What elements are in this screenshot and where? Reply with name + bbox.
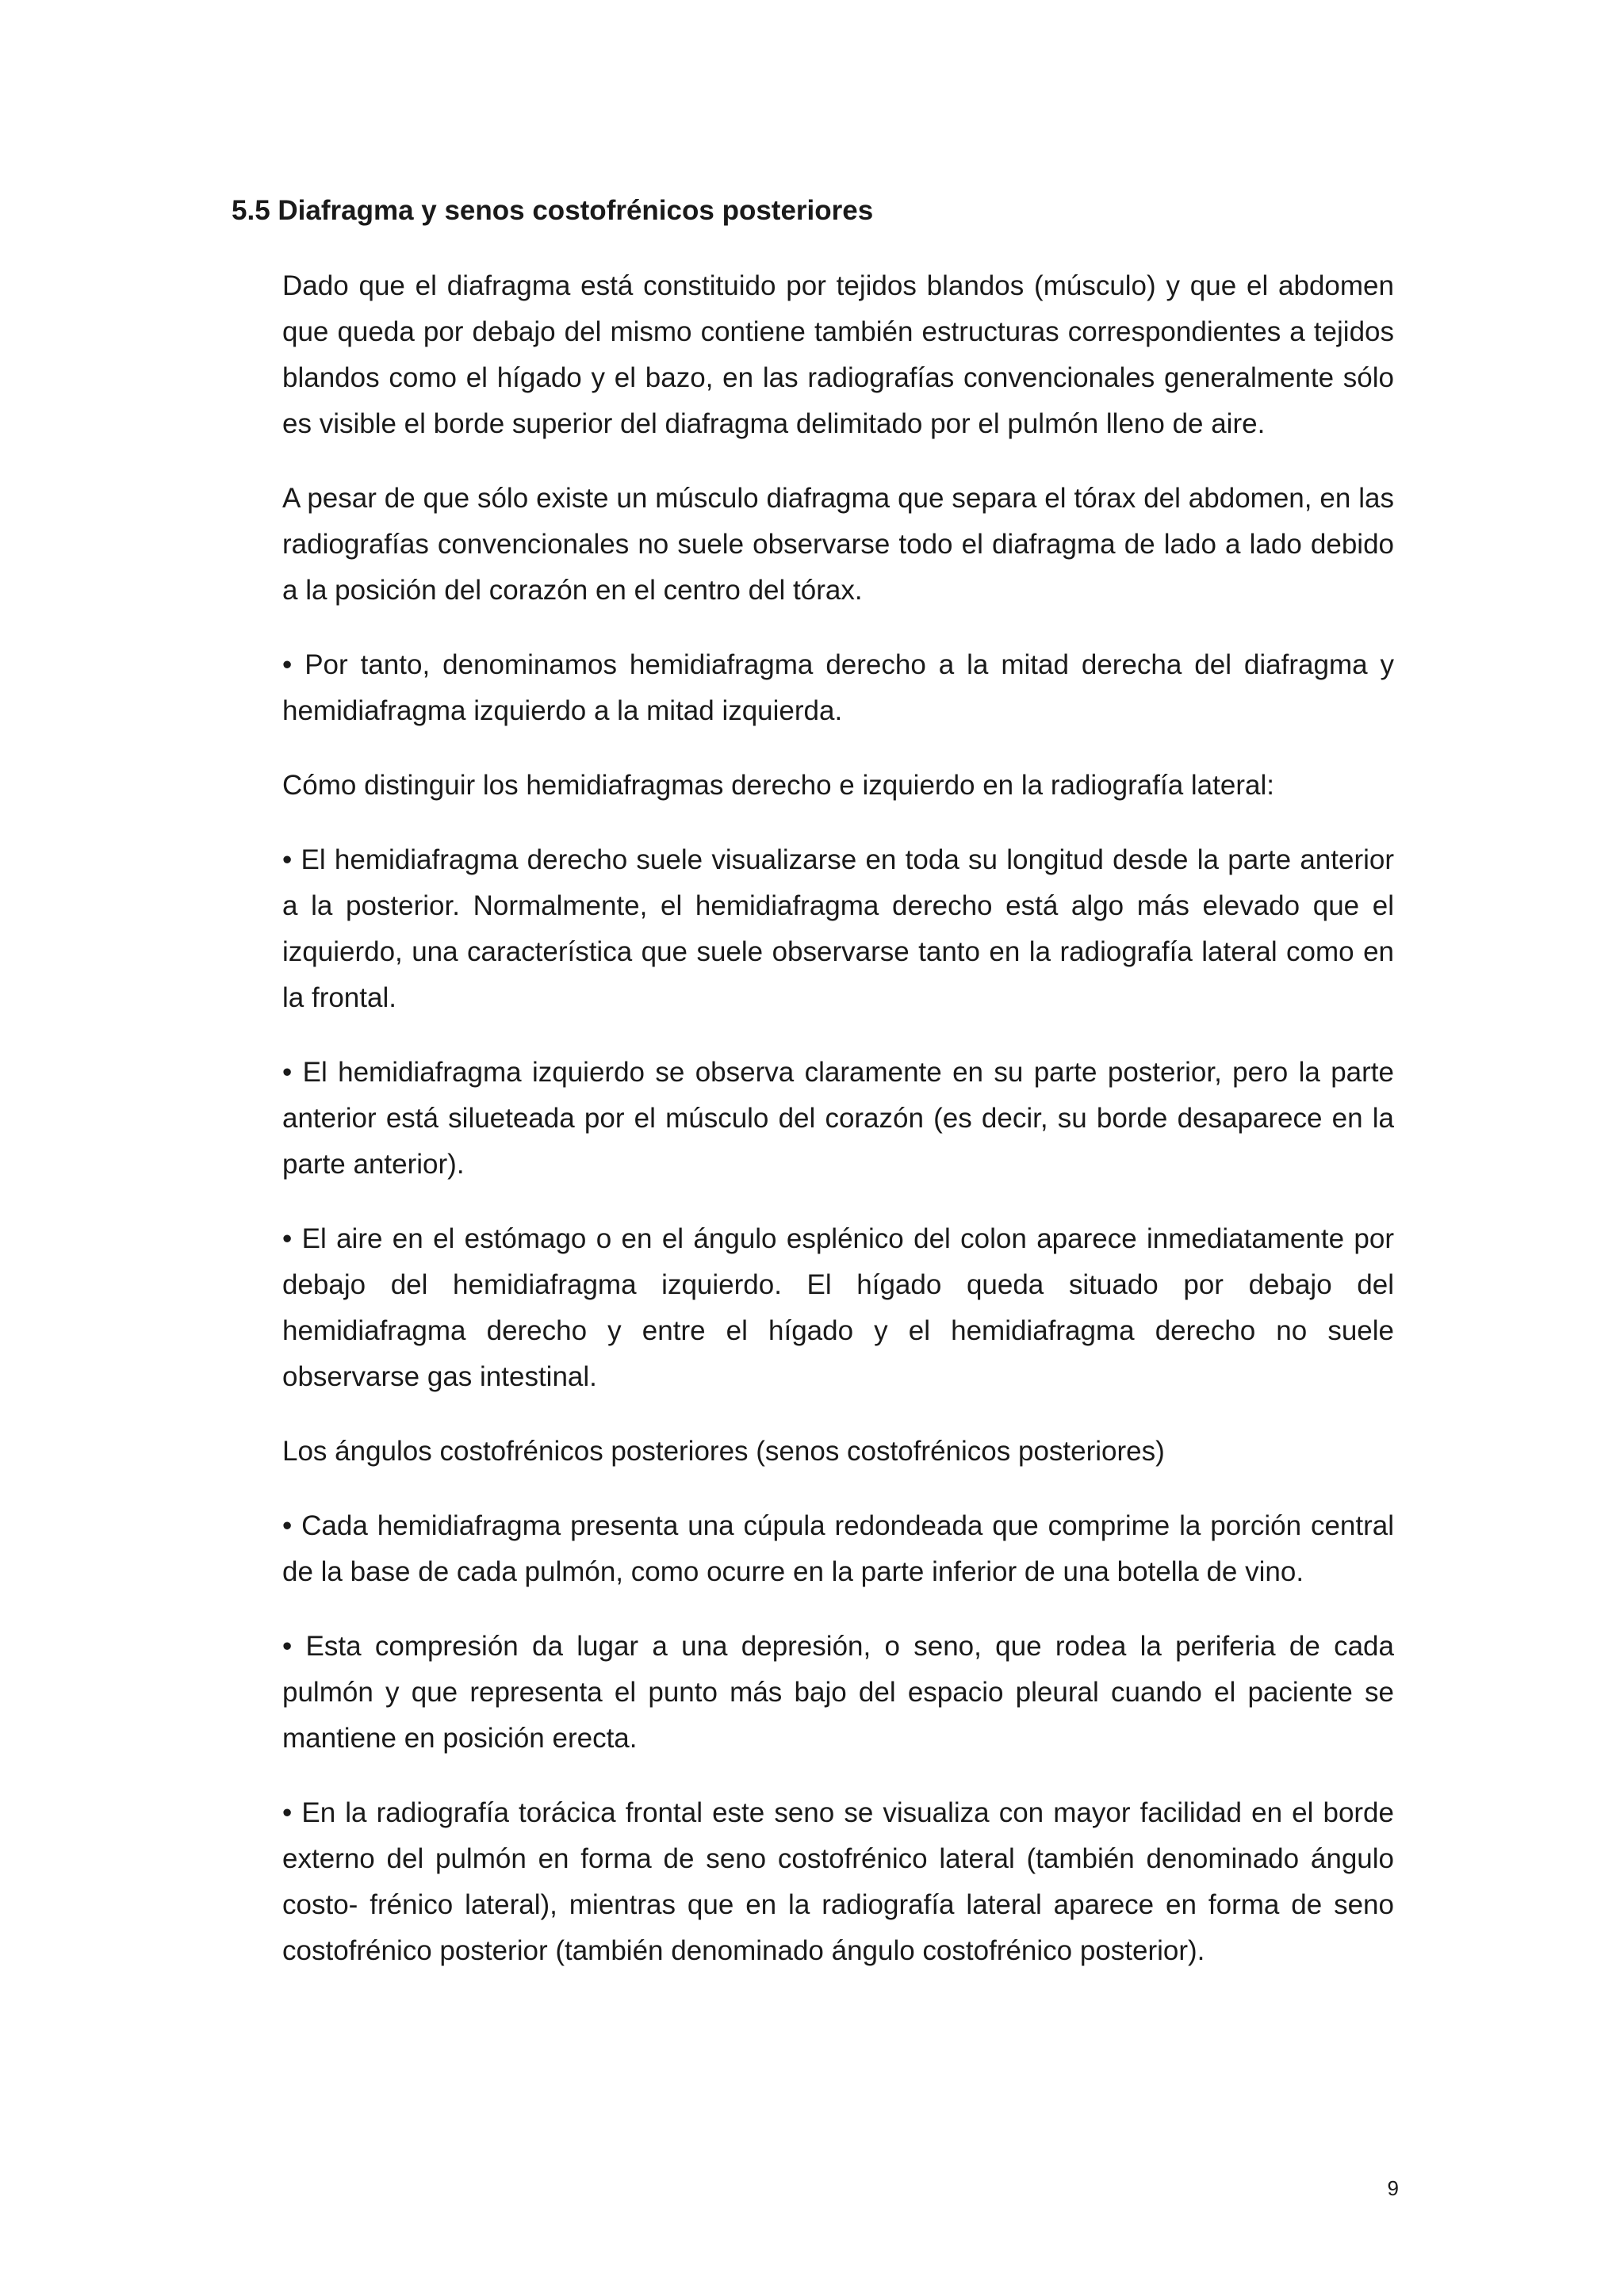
bullet-stomach-air: • El aire en el estómago o en el ángulo esplénico del colon aparece inmediatamente por debajo del hemidiafragma izquierdo. El hígado queda situado por debajo del hemidiafragma derecho y entre el hígado y el hemidiafragma derecho no suele observarse gas intestinal. [282,1223,1394,1392]
bullet-frontal-lateral-sinus: • En la radiografía torácica frontal este seno se visualiza con mayor facilidad en el borde externo del pulmón en forma de seno costofrénico lateral (también denominado ángulo costo- frénico lateral), mientras que en la radiografía lateral aparece en forma de seno costofrénico posterior (también denominado ángulo costofrénico posterior). [282,1797,1394,1966]
bullet-hemidiaphragm-definition: • Por tanto, denominamos hemidiafragma derecho a la mitad derecha del diafragma y hemidiafragma izquierdo a la mitad izquierda. [282,649,1394,726]
paragraph-single-muscle: A pesar de que sólo existe un músculo diafragma que separa el tórax del abdomen, en las radiografías convencionales no suele observarse todo el diafragma de lado a lado debido a la posición del corazón en el centro del tórax. [282,483,1394,606]
bullet-sinus-depression: • Esta compresión da lugar a una depresión, o seno, que rodea la periferia de cada pulmón y que representa el punto más bajo del espacio pleural cuando el paciente se mantiene en posición erecta. [282,1631,1394,1754]
section-body [282,263,1394,2003]
bullet-dome-compression: • Cada hemidiafragma presenta una cúpula redondeada que comprime la porción central de la base de cada pulmón, como ocurre en la parte inferior de una botella de vino. [282,1510,1394,1587]
paragraph-distinguish-lateral: Cómo distinguir los hemidiafragmas derecho e izquierdo en la radiografía lateral: [282,770,1274,801]
page-number: 9 [1387,2176,1399,2200]
paragraph-diaphragm-intro: Dado que el diafragma está constituido por tejidos blandos (músculo) y que el abdomen que queda por debajo del mismo contiene también estructuras correspondientes a tejidos blandos como el hígado y el bazo, en las radiografías convencionales generalmente sólo es visible el borde superior del diafragma delimitado por el pulmón lleno de aire. [282,270,1394,439]
section-heading: 5.5 Diafragma y senos costofrénicos posteriores [232,195,874,226]
bullet-left-hemidiaphragm: • El hemidiafragma izquierdo se observa claramente en su parte posterior, pero la parte anterior está silueteada por el músculo del corazón (es decir, su borde desaparece en la parte anterior). [282,1057,1394,1180]
bullet-right-hemidiaphragm: • El hemidiafragma derecho suele visualizarse en toda su longitud desde la parte anterior a la posterior. Normalmente, el hemidiafragma derecho está algo más elevado que el izquierdo, una característica que suele observarse tanto en la radiografía lateral como en la frontal. [282,844,1394,1013]
paragraph-costophrenic-angles: Los ángulos costofrénicos posteriores (senos costofrénicos posteriores) [282,1436,1165,1467]
